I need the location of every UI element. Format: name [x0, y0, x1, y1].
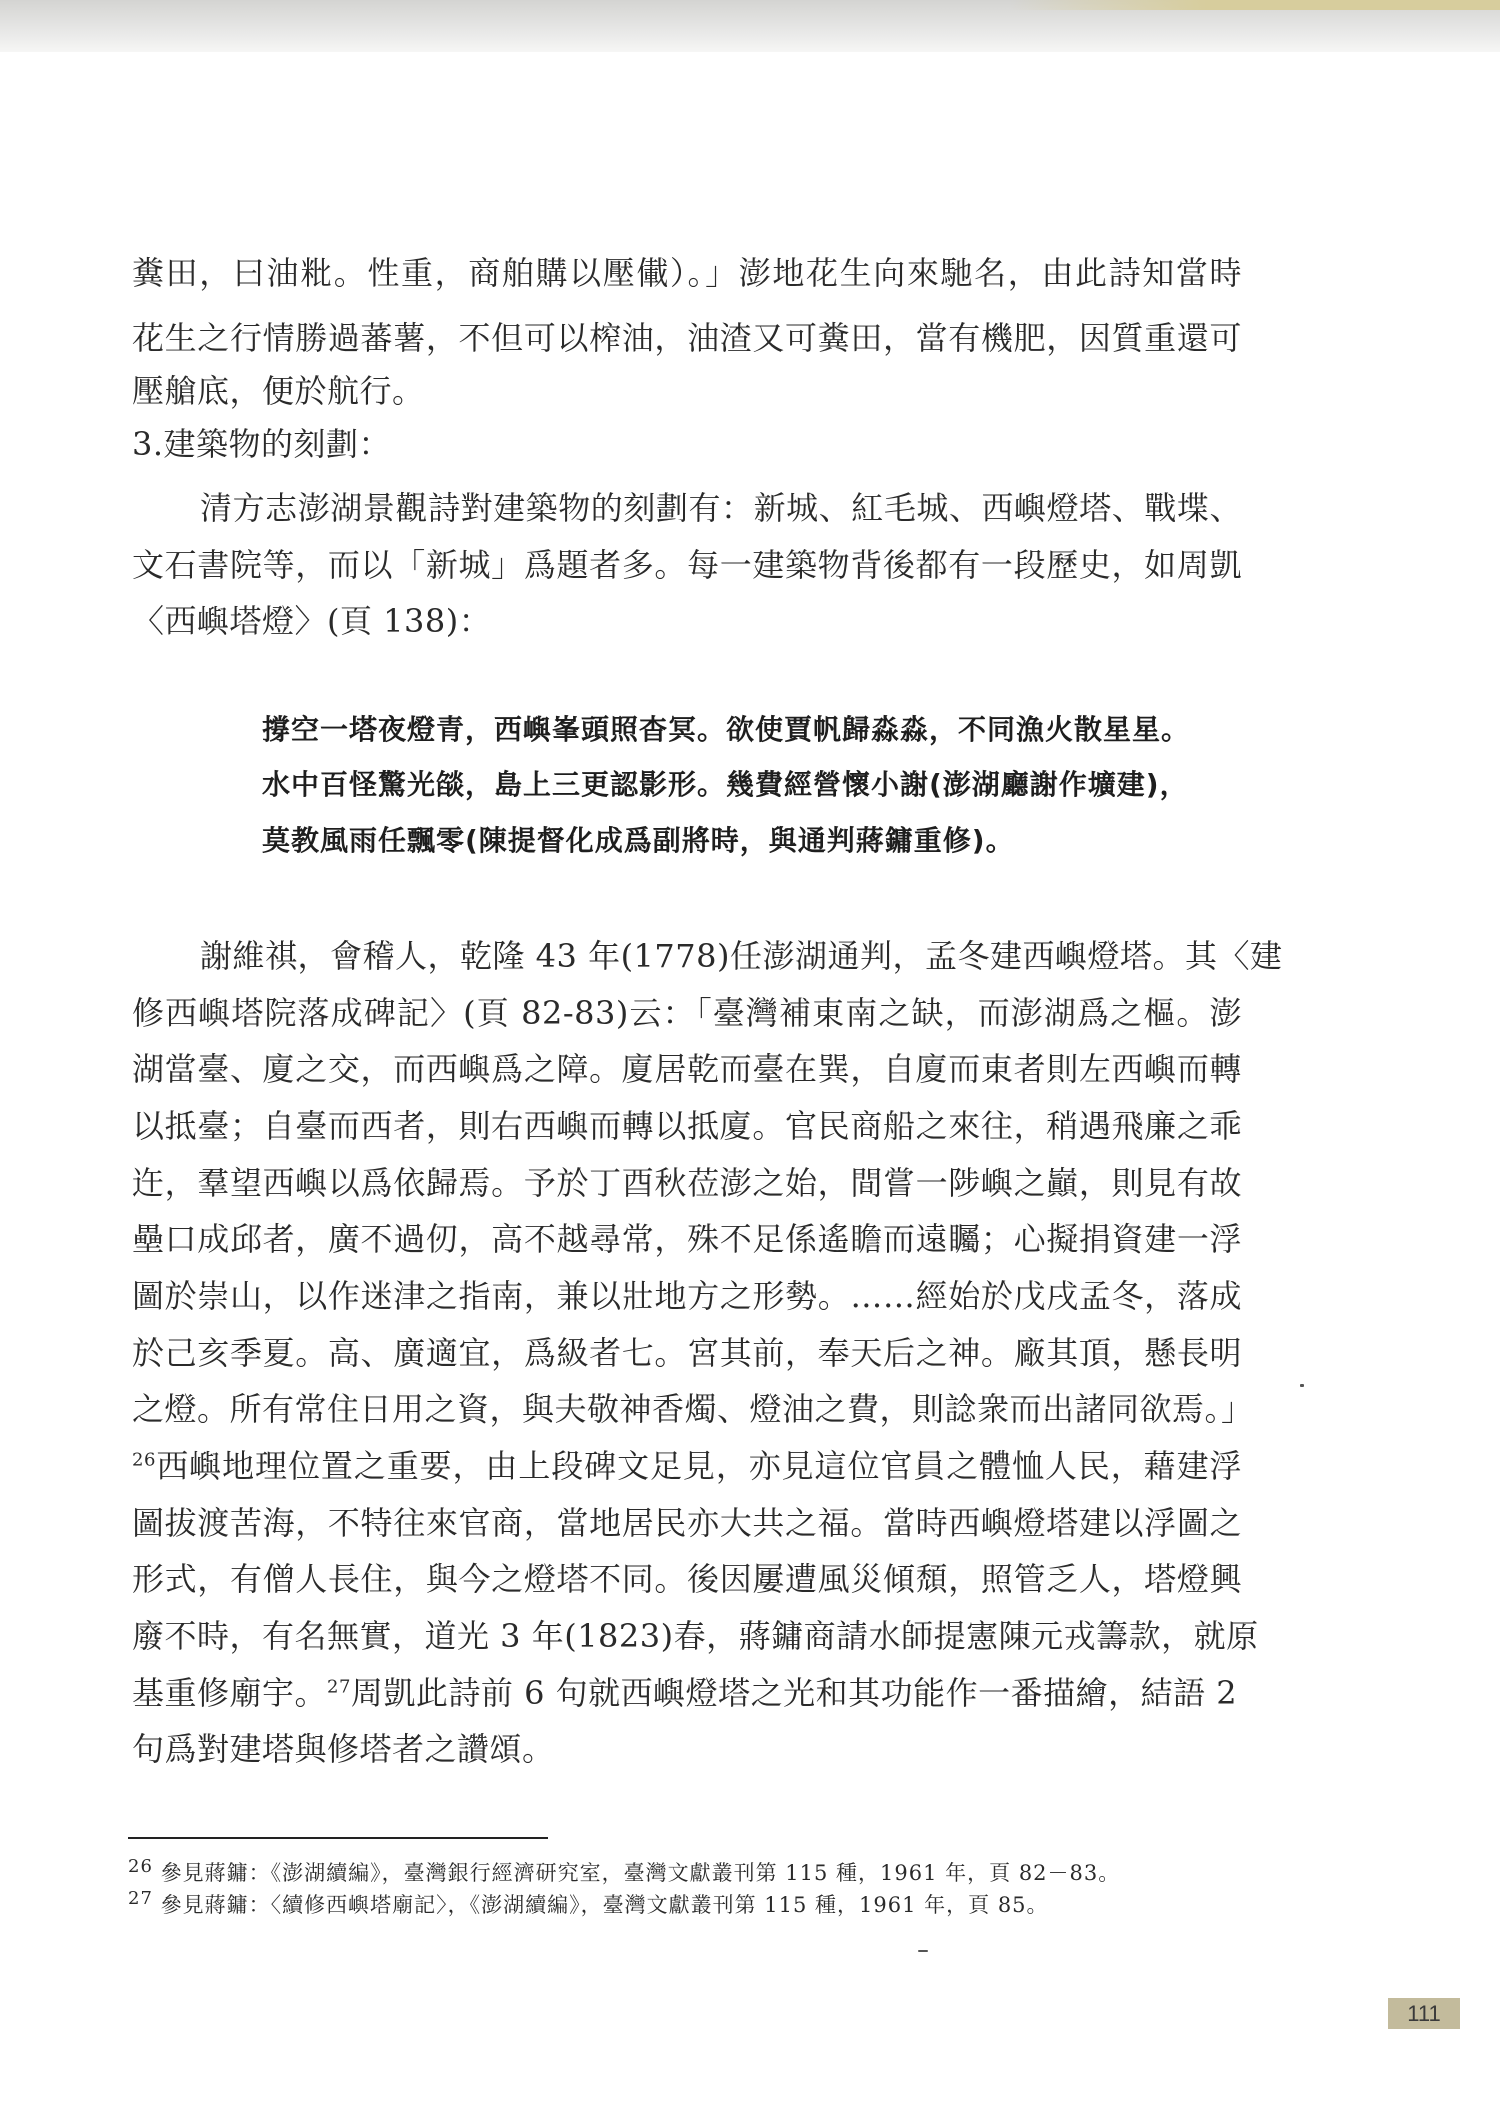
poem-line: 水中百怪驚光燄，島上三更認影形。幾費經營懷小謝(澎湖廳謝作壙建)， — [262, 768, 1189, 801]
body-line: 糞田，曰油粃。性重，商舶購以壓儎）。」澎地花生向來馳名，由此詩知當時 — [132, 254, 1242, 292]
footnote-ref-26[interactable]: 26 — [132, 1449, 156, 1471]
body-line: 清方志澎湖景觀詩對建築物的刻劃有：新城、紅毛城、西嶼燈塔、戰堞、 — [200, 489, 1242, 527]
body-line: 廢不時，有名無實，道光 3 年(1823)春，蔣鏞商請水師提憲陳元戎籌款，就原 — [132, 1617, 1259, 1655]
poem-line: 莫教風雨任飄零(陳提督化成爲副將時，與通判蔣鏞重修)。 — [262, 824, 1015, 857]
body-line: 句爲對建塔與修塔者之讚頌。 — [132, 1730, 555, 1768]
body-line: $^{26}$西嶼地理位置之重要，由上段碑文足見，亦見這位官員之體恤人民，藉建浮 — [132, 1447, 1242, 1485]
scan-speck — [918, 1950, 928, 1952]
body-line: 之燈。所有常住日用之資，與夫敬神香燭、燈油之費，則諗衆而出諸同欲焉。」 — [132, 1390, 1254, 1428]
body-line: 謝維祺，會稽人，乾隆 43 年(1778)任澎湖通判，孟冬建西嶼燈塔。其〈建 — [200, 937, 1283, 975]
body-line: 壓艙底，便於航行。 — [132, 372, 425, 410]
body-line: 形式，有僧人長住，與今之燈塔不同。後因屢遭風災傾頹，照管乏人，塔燈興 — [132, 1560, 1242, 1598]
scan-speck — [1300, 1384, 1304, 1387]
footnote: $^{26}$ 參見蔣鏞：《澎湖續編》，臺灣銀行經濟研究室，臺灣文獻叢刊第 115 種，1961 年，頁 82－83。 — [128, 1856, 1121, 1885]
body-line: 花生之行情勝過蕃薯，不但可以榨油，油渣又可糞田，當有機肥，因質重還可 — [132, 319, 1242, 357]
body-line: 湖當臺、廈之交，而西嶼爲之障。廈居乾而臺在巽，自廈而東者則左西嶼而轉 — [132, 1050, 1242, 1088]
body-line: 圖拔渡苦海，不特往來官商，當地居民亦大共之福。當時西嶼燈塔建以浮圖之 — [132, 1504, 1242, 1542]
section-heading: 3.建築物的刻劃： — [132, 425, 392, 463]
body-line: 文石書院等，而以「新城」爲題者多。每一建築物背後都有一段歷史，如周凱 — [132, 546, 1242, 584]
body-line: 修西嶼塔院落成碑記〉(頁 82-83)云：「臺灣補東南之缺，而澎湖爲之樞。澎 — [132, 994, 1242, 1032]
footnote-divider — [128, 1837, 548, 1839]
page-number: 111 — [1388, 1998, 1460, 2029]
poem-line: 撐空一塔夜燈青，西嶼峯頭照杳冥。欲使賈帆歸淼淼，不同漁火散星星。 — [262, 713, 1191, 746]
footnote-ref-27[interactable]: 27 — [327, 1676, 351, 1698]
body-line: 於己亥季夏。高、廣適宜，爲級者七。宮其前，奉天后之神。廠其頂，懸長明 — [132, 1334, 1242, 1372]
body-line: 迕，羣望西嶼以爲依歸焉。予於丁酉秋莅澎之始，間嘗一陟嶼之巓，則見有故 — [132, 1164, 1242, 1202]
body-line: 〈西嶼塔燈〉(頁 138)： — [132, 602, 492, 640]
footnote: $^{27}$ 參見蔣鏞：〈續修西嶼塔廟記〉，《澎湖續編》，臺灣文獻叢刊第 115 種，1961 年，頁 85。 — [128, 1888, 1049, 1917]
body-line: 基重修廟宇。$^{27}$周凱此詩前 6 句就西嶼燈塔之光和其功能作一番描繪，結語 2 — [132, 1674, 1238, 1712]
body-line: 壘口成邱者，廣不過仞，高不越尋常，殊不足係遙瞻而遠矚；心擬捐資建一浮 — [132, 1220, 1242, 1258]
body-line: 以抵臺；自臺而西者，則右西嶼而轉以抵廈。官民商船之來往，稍遇飛廉之乖 — [132, 1107, 1242, 1145]
body-line: 圖於崇山，以作迷津之指南，兼以壯地方之形勢。……經始於戊戌孟冬，落成 — [132, 1277, 1242, 1315]
